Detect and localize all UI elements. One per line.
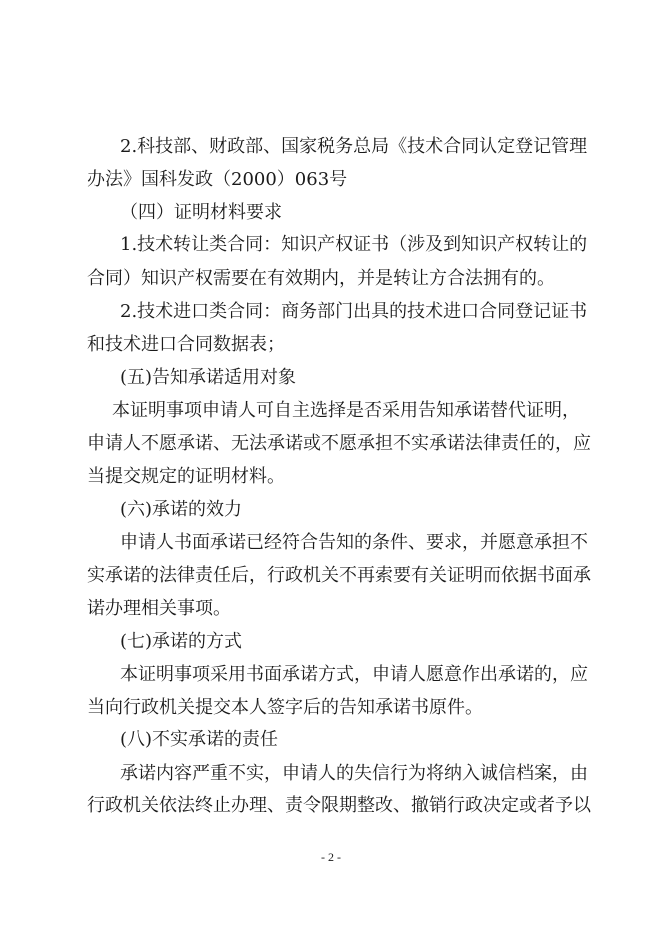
paragraph-line: 合同）知识产权需要在有效期内，并是转让方合法拥有的。 <box>87 268 555 289</box>
paragraph-line: 承诺内容严重不实，申请人的失信行为将纳入诚信档案，由 <box>120 763 588 784</box>
paragraph-line: 申请人不愿承诺、无法承诺或不愿承担不实承诺法律责任的，应 <box>87 433 591 454</box>
paragraph-line: 申请人书面承诺已经符合告知的条件、要求，并愿意承担不 <box>120 532 588 553</box>
paragraph-line: 和技术进口合同数据表； <box>87 334 285 355</box>
paragraph-line: 2.科技部、财政部、国家税务总局《技术合同认定登记管理 <box>120 136 588 157</box>
paragraph-line: 实承诺的法律责任后，行政机关不再索要有关证明而依据书面承 <box>87 565 591 586</box>
paragraph-line: 本证明事项采用书面承诺方式，申请人愿意作出承诺的，应 <box>120 664 588 685</box>
paragraph-line: 办法》国科发政（2000）063号 <box>87 169 348 190</box>
paragraph-line: 行政机关依法终止办理、责令限期整改、撤销行政决定或者予以 <box>87 795 591 816</box>
paragraph-line: 诺办理相关事项。 <box>87 598 231 619</box>
paragraph-line: 当向行政机关提交本人签字后的告知承诺书原件。 <box>87 697 483 718</box>
paragraph-line: 本证明事项申请人可自主选择是否采用告知承诺替代证明， <box>112 400 580 421</box>
section-heading: (八)不实承诺的责任 <box>120 729 279 750</box>
paragraph-line: 2.技术进口类合同：商务部门出具的技术进口合同登记证书 <box>120 301 588 322</box>
section-heading: (五)告知承诺适用对象 <box>120 367 297 388</box>
paragraph-line: 当提交规定的证明材料。 <box>87 466 285 487</box>
section-heading: （四）证明材料要求 <box>120 202 282 223</box>
paragraph-line: 1.技术转让类合同：知识产权证书（涉及到知识产权转让的 <box>120 234 588 255</box>
page-number: - 2 - <box>321 850 341 864</box>
section-heading: (七)承诺的方式 <box>120 631 243 652</box>
section-heading: (六)承诺的效力 <box>120 499 243 520</box>
